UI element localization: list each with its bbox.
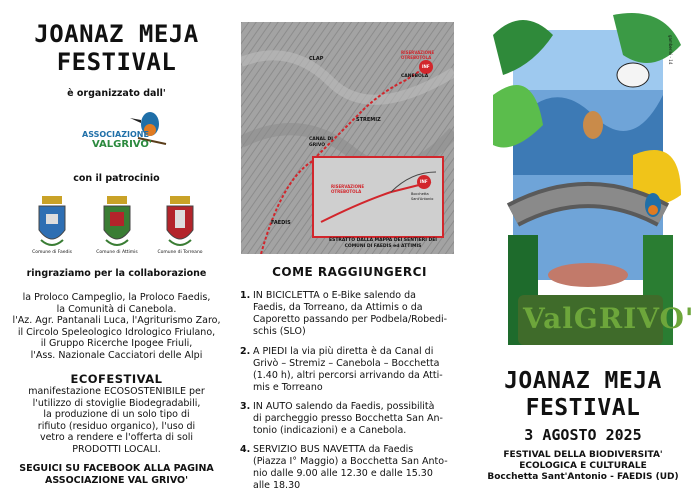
- item-line: IN AUTO salendo da Faedis, possibilità: [253, 401, 435, 412]
- event-subtitle: [466, 450, 700, 483]
- patronage-label: con il patrocinio: [73, 173, 160, 184]
- thanks-line: l'Ass. Nazionale Cacciatori delle Alpi: [30, 349, 203, 361]
- item-line: di parcheggio presso Bocchetta San An-: [253, 413, 443, 424]
- title-line-1: JOANAZ MEJA: [34, 20, 199, 48]
- organized-by: è organizzato dall': [67, 88, 166, 99]
- eco-line: la produzione di un solo tipo di: [43, 409, 190, 420]
- item-line: alle 18.30: [253, 480, 301, 491]
- item-line: SERVIZIO BUS NAVETTA da Faedis: [253, 444, 414, 455]
- thanks-line: la Comunità di Canebola.: [56, 303, 177, 315]
- map-label-stremiz: STREMIZ: [356, 117, 381, 123]
- item-line: mis e Torreano: [253, 382, 323, 393]
- item-line: nio dalle 9.00 alle 12.30 e dalle 15.30: [253, 468, 433, 479]
- crest-attimis-icon: [100, 196, 134, 250]
- item-line: (1.40 h), altri percorsi arrivando da Atti-: [253, 370, 443, 381]
- directions-item-bus: [240, 444, 460, 492]
- right-festival-title: [466, 368, 700, 422]
- festival-title: [0, 20, 233, 76]
- how-to-reach-title: COME RAGGIUNGERCI: [272, 265, 427, 279]
- map-label-canal: CANAL DI GRIVÒ: [309, 137, 333, 148]
- thanks-line: l'Az. Agr. Pantanali Luca, l'Agriturismo Zaro,: [12, 315, 221, 326]
- crest-label-faedis: Comune di Faedis: [32, 250, 72, 255]
- inset-label-bocchetta: Bocchetta Sant'Antonio: [411, 192, 434, 201]
- item-line: (Piazza I° Maggio) a Bocchetta San Anto-: [253, 456, 448, 467]
- map-label-clap: CLAP: [309, 56, 324, 62]
- item-line: A PIEDI la via più diretta è da Canal di: [253, 346, 434, 357]
- nature-artwork: [493, 5, 695, 355]
- item-line: IN BICICLETTA o E-Bike salendo da: [253, 290, 416, 301]
- map-caption-line-2: COMUNI DI FAEDIS ed ATTIMIS: [344, 244, 422, 249]
- thanks-line: il Circolo Speleologico Idrologico Friulano,: [17, 326, 216, 338]
- social-line-2: ASSOCIAZIONE VAL GRIVO': [44, 475, 189, 486]
- item-line: tonio (indicazioni) e a Canebola.: [253, 425, 407, 436]
- logo-line-1: ASSOCIAZIONE: [82, 130, 149, 139]
- map-label-inf: INF: [422, 64, 430, 69]
- right-title-line-1: JOANAZ MEJA: [504, 368, 662, 394]
- inset-label-reservation: RISERVAZIONE OTREBOTOLA: [331, 184, 365, 194]
- directions-item-foot: [240, 346, 460, 394]
- item-number: 2.: [240, 346, 251, 357]
- right-title-line-2: FESTIVAL: [525, 395, 641, 421]
- association-logo: [78, 104, 168, 154]
- map-label-faedis: FAEDIS: [271, 220, 291, 226]
- thanks-line: la Proloco Campeglio, la Proloco Faedis,: [22, 292, 211, 303]
- directions-item-bike: [240, 290, 460, 338]
- eco-line: l'utilizzo di stoviglie Biodegradabili,: [32, 397, 201, 409]
- eco-line: manifestazione ECOSOSTENIBILE per: [28, 386, 205, 397]
- inset-label-inf: INF: [420, 179, 428, 184]
- item-line: Grivò – Stremiz – Canebola – Bocchetta: [253, 358, 440, 369]
- trail-map: [241, 22, 454, 254]
- directions-item-car: [240, 401, 460, 437]
- logo-line-2: VALGRIVO': [92, 139, 152, 150]
- eco-line: PRODOTTI LOCALI.: [72, 443, 161, 455]
- item-line: Faedis, da Torreano, da Attimis o da: [253, 302, 423, 313]
- eco-text: [0, 386, 233, 455]
- event-date: 3 AGOSTO 2025: [524, 426, 642, 444]
- thanks-line: il Gruppo Ricerche Ipogee Friuli,: [40, 338, 193, 349]
- event-location: Bocchetta Sant'Antonio - FAEDIS (UD): [487, 472, 679, 482]
- eco-line: rifiuto (residuo organico), l'uso di: [37, 420, 196, 432]
- thanks-title: ringraziamo per la collaborazione: [26, 268, 207, 279]
- item-number: 1.: [240, 290, 251, 301]
- eco-line: vetro a rendere e l'offerta di soli: [39, 432, 194, 443]
- artwork-wordmark: ValGRIVO': [523, 302, 695, 335]
- eco-title: ECOFESTIVAL: [70, 372, 163, 386]
- subtitle-line-2: ECOLOGICA E CULTURALE: [519, 461, 647, 471]
- item-line: Caporetto passando per Podbela/Robedi-: [253, 314, 448, 325]
- thanks-list: [0, 292, 233, 361]
- social-line-1: SEGUICI SU FACEBOOK ALLA PAGINA: [19, 463, 214, 474]
- crest-torreano-icon: [163, 196, 197, 250]
- right-title-block: [466, 368, 700, 422]
- item-line: schis (SLO): [253, 326, 306, 337]
- map-label-reservation: RISERVAZIONE OTREBOTOLA: [401, 50, 435, 60]
- item-number: 4.: [240, 444, 251, 455]
- title-line-2: FESTIVAL: [56, 48, 177, 76]
- map-caption-line-1: ESTRATTO DALLA MAPPA DEI SENTIERI DEI: [329, 238, 437, 243]
- artwork-signature: gamberini - 14: [668, 35, 673, 65]
- subtitle-line-1: FESTIVAL DELLA BIODIVERSITA': [503, 450, 663, 460]
- left-panel: [0, 0, 233, 495]
- map-label-canebola: CANEBOLA: [401, 74, 429, 79]
- crest-faedis-icon: [35, 196, 69, 250]
- map-caption: [313, 238, 453, 250]
- item-number: 3.: [240, 401, 251, 412]
- crest-label-attimis: Comune di Attimis: [96, 250, 138, 255]
- crest-label-torreano: Comune di Torreano: [157, 250, 203, 255]
